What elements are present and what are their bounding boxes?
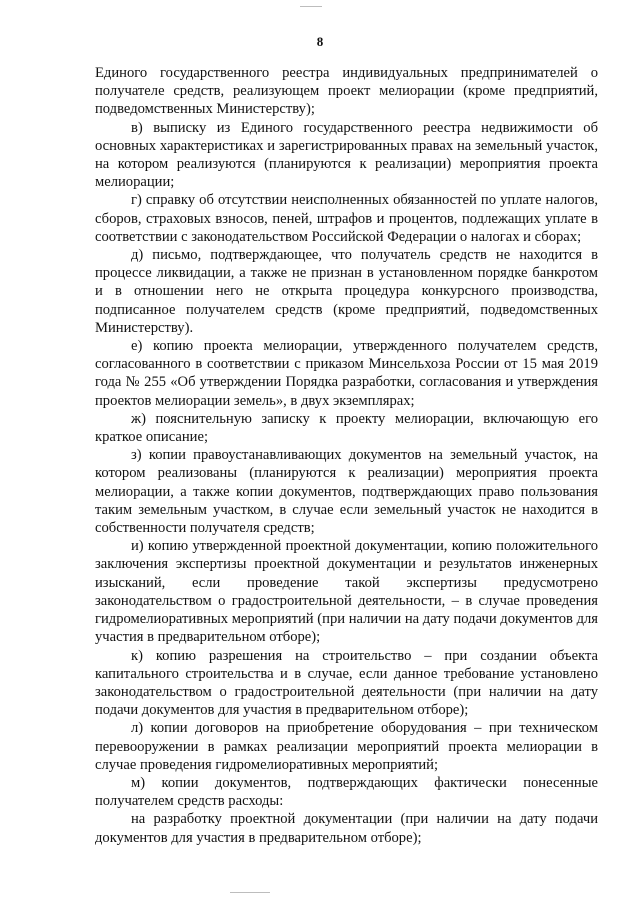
- document-body: [95, 64, 598, 847]
- paragraph-g: г) справку об отсутствии неисполненных обязанностей по уплате налогов, сборов, страховых взносов, пеней, штрафов и процентов, подлежащих уплате в соответствии с законодательством Российской Федерации о налогах и сборах;: [95, 192, 598, 245]
- paragraph-z: з) копии правоустанавливающих документов на земельный участок, на котором реализованы (планируются к реализации) мероприятия проекта мелиорации, а также копии документов, подтверждающих право пользования таким земельным участком, в случае если земельный участок не находится в собственности получателя средств;: [95, 447, 598, 537]
- paragraph-e: е) копию проекта мелиорации, утвержденного получателем средств, согласованного в соответствии с приказом Минсельхоза России от 15 мая 2019 года № 255 «Об утверждении Порядка разработки, согласования и утверждения проектов мелиорации земель», в двух экземплярах;: [95, 338, 598, 409]
- paragraph-l: л) копии договоров на приобретение оборудования – при техническом перевооружении в рамках реализации мероприятий проекта мелиорации в случае проведения гидромелиоративных мероприятий;: [95, 720, 598, 773]
- scan-artifact-top: [300, 6, 322, 7]
- paragraph-zh: ж) пояснительную записку к проекту мелиорации, включающую его краткое описание;: [95, 410, 598, 446]
- paragraph-v: в) выписку из Единого государственного реестра недвижимости об основных характеристиках и зарегистрированных правах на земельный участок, на котором реализуются (планируются к реализации) мероприятия проекта мелиорации;: [95, 119, 598, 191]
- paragraph-m-sub: на разработку проектной документации (при наличии на дату подачи документов для участия в предварительном отборе);: [95, 811, 598, 846]
- paragraph-i: и) копию утвержденной проектной документации, копию положительного заключения экспертизы проектной документации и результатов инженерных изысканий, если проведение такой экспертизы предусмотрено законодательством о градостроительной деятельности, – в случае проведения гидромелиоративных мероприятий (при наличии на дату подачи документов для участия в предварительном отборе);: [95, 538, 598, 646]
- paragraph-k: к) копию разрешения на строительство – при создании объекта капитального строительства и в случае, если данное требование установлено законодательством о градостроительной деятельности (при наличии на дату подачи документов для участия в предварительном отборе);: [95, 647, 598, 719]
- page-number: 8: [316, 34, 324, 49]
- paragraph-m: м) копии документов, подтверждающих фактически понесенные получателем средств расходы:: [95, 774, 598, 810]
- paragraph-d: д) письмо, подтверждающее, что получатель средств не находится в процессе ликвидации, а также не признан в установленном порядке банкротом и в отношении него не открыта процедура конкурсного производства, подписанное получателем средств (кроме предприятий, подведомственных Министерству).: [95, 247, 598, 336]
- scan-artifact-bottom: [230, 892, 270, 893]
- paragraph-continuation: Единого государственного реестра индивидуальных предпринимателей о получателе средств, реализующем проект мелиорации (кроме предприятий, подведомственных Министерству);: [95, 65, 598, 118]
